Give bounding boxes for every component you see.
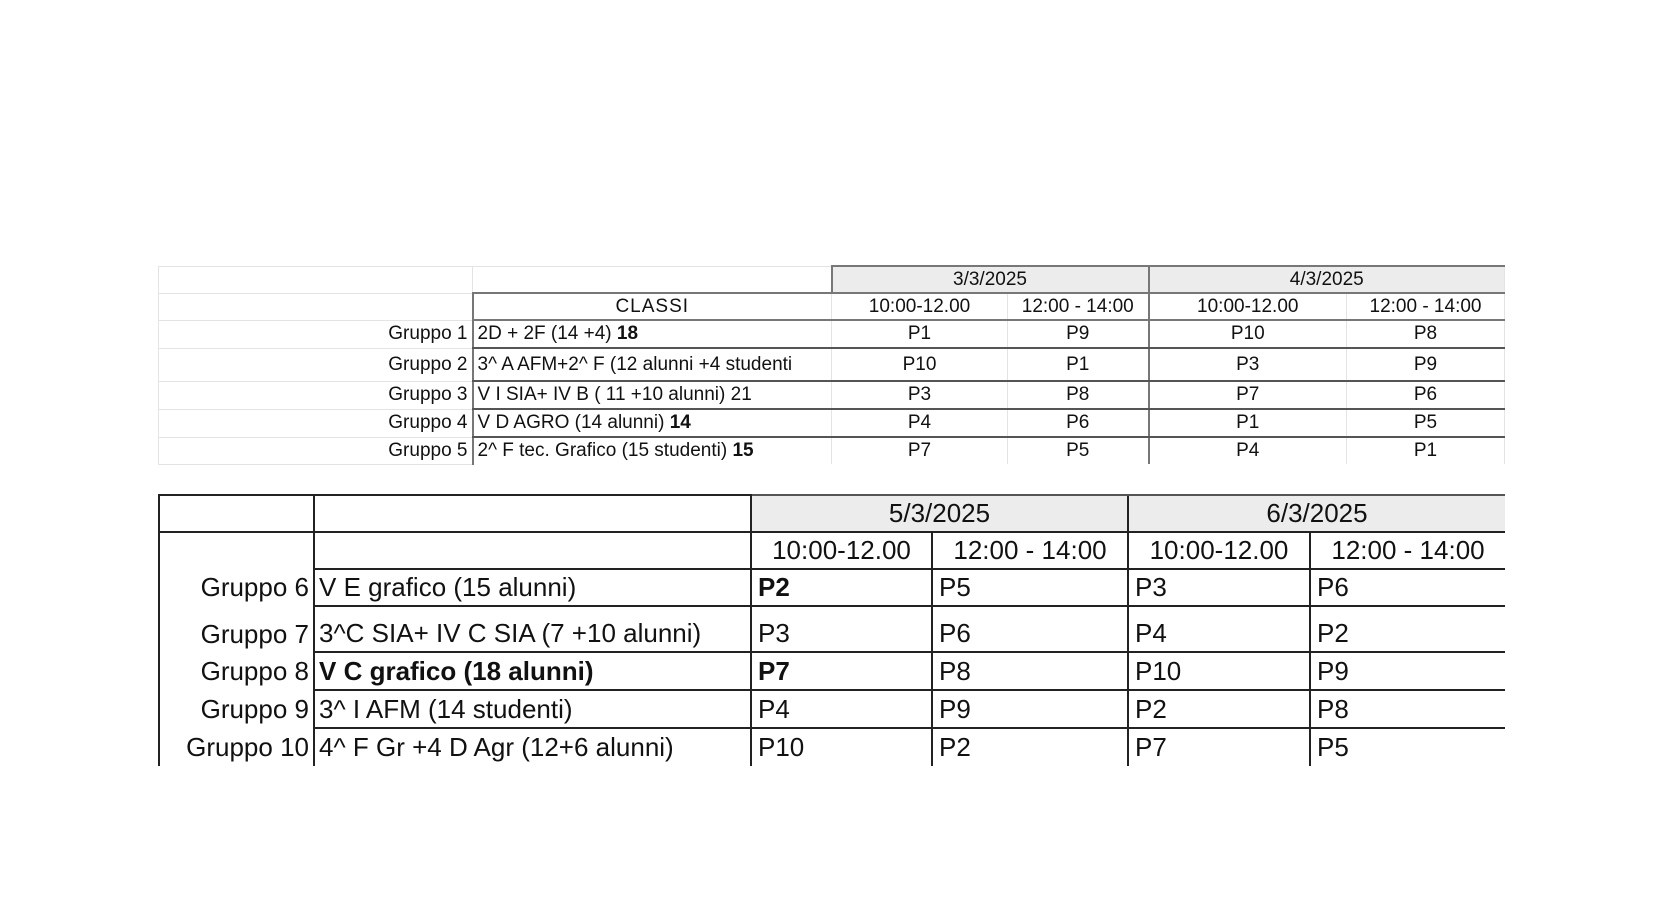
slot-cell: P9 <box>1008 320 1149 348</box>
slot-cell: P10 <box>1128 652 1310 690</box>
slot-cell: P1 <box>832 320 1008 348</box>
class-cell <box>473 320 832 348</box>
slot-cell: P5 <box>1310 728 1505 766</box>
class-cell: 3^C SIA+ IV C SIA (7 +10 alunni) <box>314 606 751 652</box>
group-label: Gruppo 6 <box>159 569 314 606</box>
table-row <box>159 409 1505 437</box>
group-label: Gruppo 10 <box>159 728 314 766</box>
empty-cell <box>314 495 751 532</box>
slot-cell: P6 <box>1310 569 1505 606</box>
table-row <box>159 690 1505 728</box>
empty-cell <box>159 266 473 293</box>
class-cell <box>473 381 832 409</box>
class-count: 18 <box>616 323 639 344</box>
slot-cell: P10 <box>751 728 932 766</box>
date-header: 5/3/2025 <box>751 495 1128 532</box>
empty-cell <box>159 532 314 569</box>
slot-cell: P8 <box>1310 690 1505 728</box>
table-row <box>159 320 1505 348</box>
time-header: 12:00 - 14:00 <box>1008 293 1149 320</box>
slot-cell: P2 <box>1128 690 1310 728</box>
date-header: 6/3/2025 <box>1128 495 1505 532</box>
slot-cell: P6 <box>932 606 1128 652</box>
slot-cell: P3 <box>751 606 932 652</box>
group-label: Gruppo 5 <box>159 437 473 464</box>
class-cell <box>473 409 832 437</box>
slot-cell: P9 <box>1310 652 1505 690</box>
class-cell <box>473 437 832 464</box>
empty-cell <box>314 532 751 569</box>
slot-cell: P8 <box>1347 320 1505 348</box>
empty-cell <box>473 266 832 293</box>
slot-cell: P6 <box>1008 409 1149 437</box>
slot-cell: P2 <box>1310 606 1505 652</box>
slot-cell: P4 <box>832 409 1008 437</box>
class-count: 15 <box>732 440 754 461</box>
empty-cell <box>159 495 314 532</box>
table-row <box>159 437 1505 464</box>
class-text: V I SIA+ IV B ( 11 +10 alunni) 21 <box>477 384 752 405</box>
time-header: 12:00 - 14:00 <box>932 532 1128 569</box>
slot-cell: P7 <box>832 437 1008 464</box>
class-text: 2D + 2F (14 +4) <box>477 323 617 344</box>
slot-cell: P10 <box>832 348 1008 381</box>
slot-cell: P1 <box>1149 409 1347 437</box>
classi-header: CLASSI <box>473 293 832 320</box>
group-label: Gruppo 2 <box>159 348 473 381</box>
slot-cell: P8 <box>932 652 1128 690</box>
slot-cell: P5 <box>932 569 1128 606</box>
slot-cell: P4 <box>1128 606 1310 652</box>
slot-cell: P3 <box>1149 348 1347 381</box>
table-row <box>159 348 1505 381</box>
table-row <box>159 381 1505 409</box>
slot-cell: P1 <box>1008 348 1149 381</box>
group-label: Gruppo 7 <box>159 606 314 652</box>
slot-cell: P3 <box>832 381 1008 409</box>
schedule-table-1 <box>158 265 1505 465</box>
slot-cell: P7 <box>751 652 932 690</box>
slot-cell: P10 <box>1149 320 1347 348</box>
slot-cell: P1 <box>1347 437 1505 464</box>
time-header: 10:00-12.00 <box>1149 293 1347 320</box>
slot-cell: P4 <box>751 690 932 728</box>
slot-cell: P7 <box>1149 381 1347 409</box>
slot-cell: P5 <box>1347 409 1505 437</box>
slot-cell: P8 <box>1008 381 1149 409</box>
slot-cell: P2 <box>932 728 1128 766</box>
class-text: 2^ F tec. Grafico (15 studenti) <box>477 440 733 461</box>
time-header: 10:00-12.00 <box>1128 532 1310 569</box>
table-row <box>159 652 1505 690</box>
class-cell: 4^ F Gr +4 D Agr (12+6 alunni) <box>314 728 751 766</box>
date-header: 3/3/2025 <box>832 266 1149 293</box>
group-label: Gruppo 8 <box>159 652 314 690</box>
slot-cell: P5 <box>1008 437 1149 464</box>
slot-cell: P9 <box>932 690 1128 728</box>
empty-cell <box>159 293 473 320</box>
slot-cell: P3 <box>1128 569 1310 606</box>
slot-cell: P4 <box>1149 437 1347 464</box>
slot-cell: P7 <box>1128 728 1310 766</box>
table-row <box>159 569 1505 606</box>
class-cell <box>473 348 832 381</box>
class-cell: V C grafico (18 alunni) <box>314 652 751 690</box>
class-cell: V E grafico (15 alunni) <box>314 569 751 606</box>
time-header: 10:00-12.00 <box>832 293 1008 320</box>
table-row <box>159 728 1505 766</box>
time-header: 12:00 - 14:00 <box>1347 293 1505 320</box>
class-text: 3^ A AFM+2^ F (12 alunni +4 studenti <box>477 353 793 375</box>
slot-cell: P2 <box>751 569 932 606</box>
date-header: 4/3/2025 <box>1149 266 1505 293</box>
time-header: 12:00 - 14:00 <box>1310 532 1505 569</box>
class-text: V D AGRO (14 alunni) <box>477 412 670 433</box>
group-label: Gruppo 9 <box>159 690 314 728</box>
class-count: 14 <box>669 412 691 433</box>
time-header: 10:00-12.00 <box>751 532 932 569</box>
group-label: Gruppo 3 <box>159 381 473 409</box>
schedule-table-2 <box>158 494 1505 766</box>
slot-cell: P9 <box>1347 348 1505 381</box>
slot-cell: P6 <box>1347 381 1505 409</box>
group-label: Gruppo 1 <box>159 320 473 348</box>
group-label: Gruppo 4 <box>159 409 473 437</box>
class-cell: 3^ I AFM (14 studenti) <box>314 690 751 728</box>
table-row <box>159 606 1505 652</box>
